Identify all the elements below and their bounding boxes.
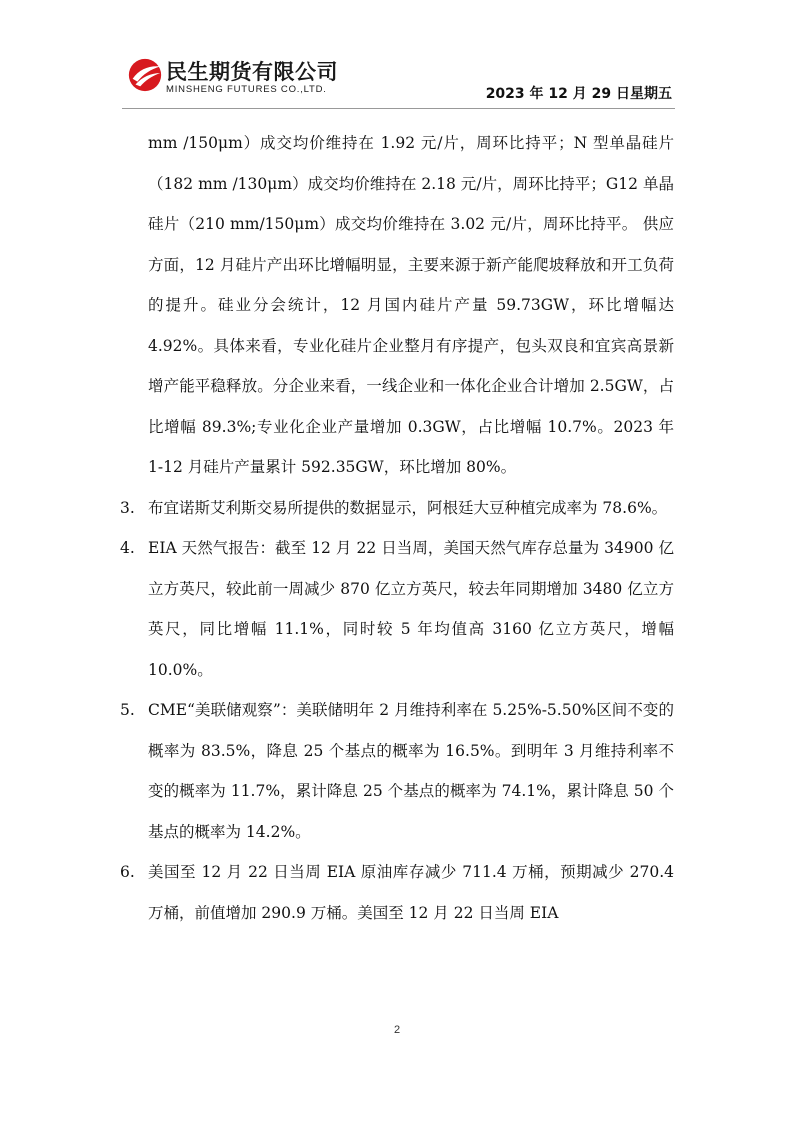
continuation-paragraph: mm /150μm）成交均价维持在 1.92 元/片，周环比持平；N 型单晶硅片（182 mm /130μm）成交均价维持在 2.18 元/片，周环比持平；G12 单晶硅片（210 mm/150μm）成交均价维持在 3.02 元/片，周环比持平。 供应方面，12 月硅片产出环比增幅明显，主要来源于新产能爬坡释放和开工负荷的提升。硅业分会统计，12 月国内硅片产量 59.73GW，环比增幅达 4.92%。具体来看，专业化硅片企业整月有序提产，包头双良和宜宾高景新增产能平稳释放。分企业来看，一线企业和一体化企业合计增加 2.5GW，占比增幅 89.3%;专业化企业产量增加 0.3GW，占比增幅 10.7%。2023 年 1-12 月硅片产量累计 592.35GW，环比增加 80%。 — [148, 134, 674, 476]
list-item-number: 4. — [120, 539, 135, 557]
company-logo — [126, 56, 386, 104]
list-item-number: 5. — [120, 701, 135, 719]
company-name-en: MINSHENG FUTURES CO.,LTD. — [166, 84, 327, 95]
page-number: 2 — [393, 1024, 401, 1036]
minsheng-logo-icon — [126, 56, 164, 94]
list-item-text: 布宜诺斯艾利斯交易所提供的数据显示，阿根廷大豆种植完成率为 78.6%。 — [148, 498, 668, 517]
report-date: 2023 年 12 月 29 日星期五 — [485, 86, 672, 102]
list-item-number: 6. — [120, 863, 135, 881]
list-item — [120, 488, 674, 529]
list-item-number: 3. — [120, 498, 135, 517]
list-item — [120, 528, 674, 690]
list-item-text: CME“美联储观察”：美联储明年 2 月维持利率在 5.25%-5.50%区间不变的概率为 83.5%，降息 25 个基点的概率为 16.5%。到明年 3 月维持利率不变的概率为 11.7%，累计降息 25 个基点的概率为 74.1%，累计降息 50 个基点的概率为 14.2%。 — [148, 701, 674, 841]
page-header — [0, 0, 794, 112]
list-item — [120, 852, 674, 933]
company-name-cn: 民生期货有限公司 — [166, 60, 338, 84]
header-divider — [122, 108, 675, 109]
list-item-text: 美国至 12 月 22 日当周 EIA 原油库存减少 711.4 万桶，预期减少 270.4 万桶，前值增加 290.9 万桶。美国至 12 月 22 日当周 EIA — [148, 863, 674, 922]
list-item — [120, 690, 674, 852]
document-body — [120, 123, 674, 933]
list-item-text: EIA 天然气报告：截至 12 月 22 日当周，美国天然气库存总量为 34900 亿立方英尺，较此前一周减少 870 亿立方英尺，较去年同期增加 3480 亿立方英尺，同比增幅 11.1%，同时较 5 年均值高 3160 亿立方英尺，增幅 10.0%。 — [148, 539, 674, 679]
